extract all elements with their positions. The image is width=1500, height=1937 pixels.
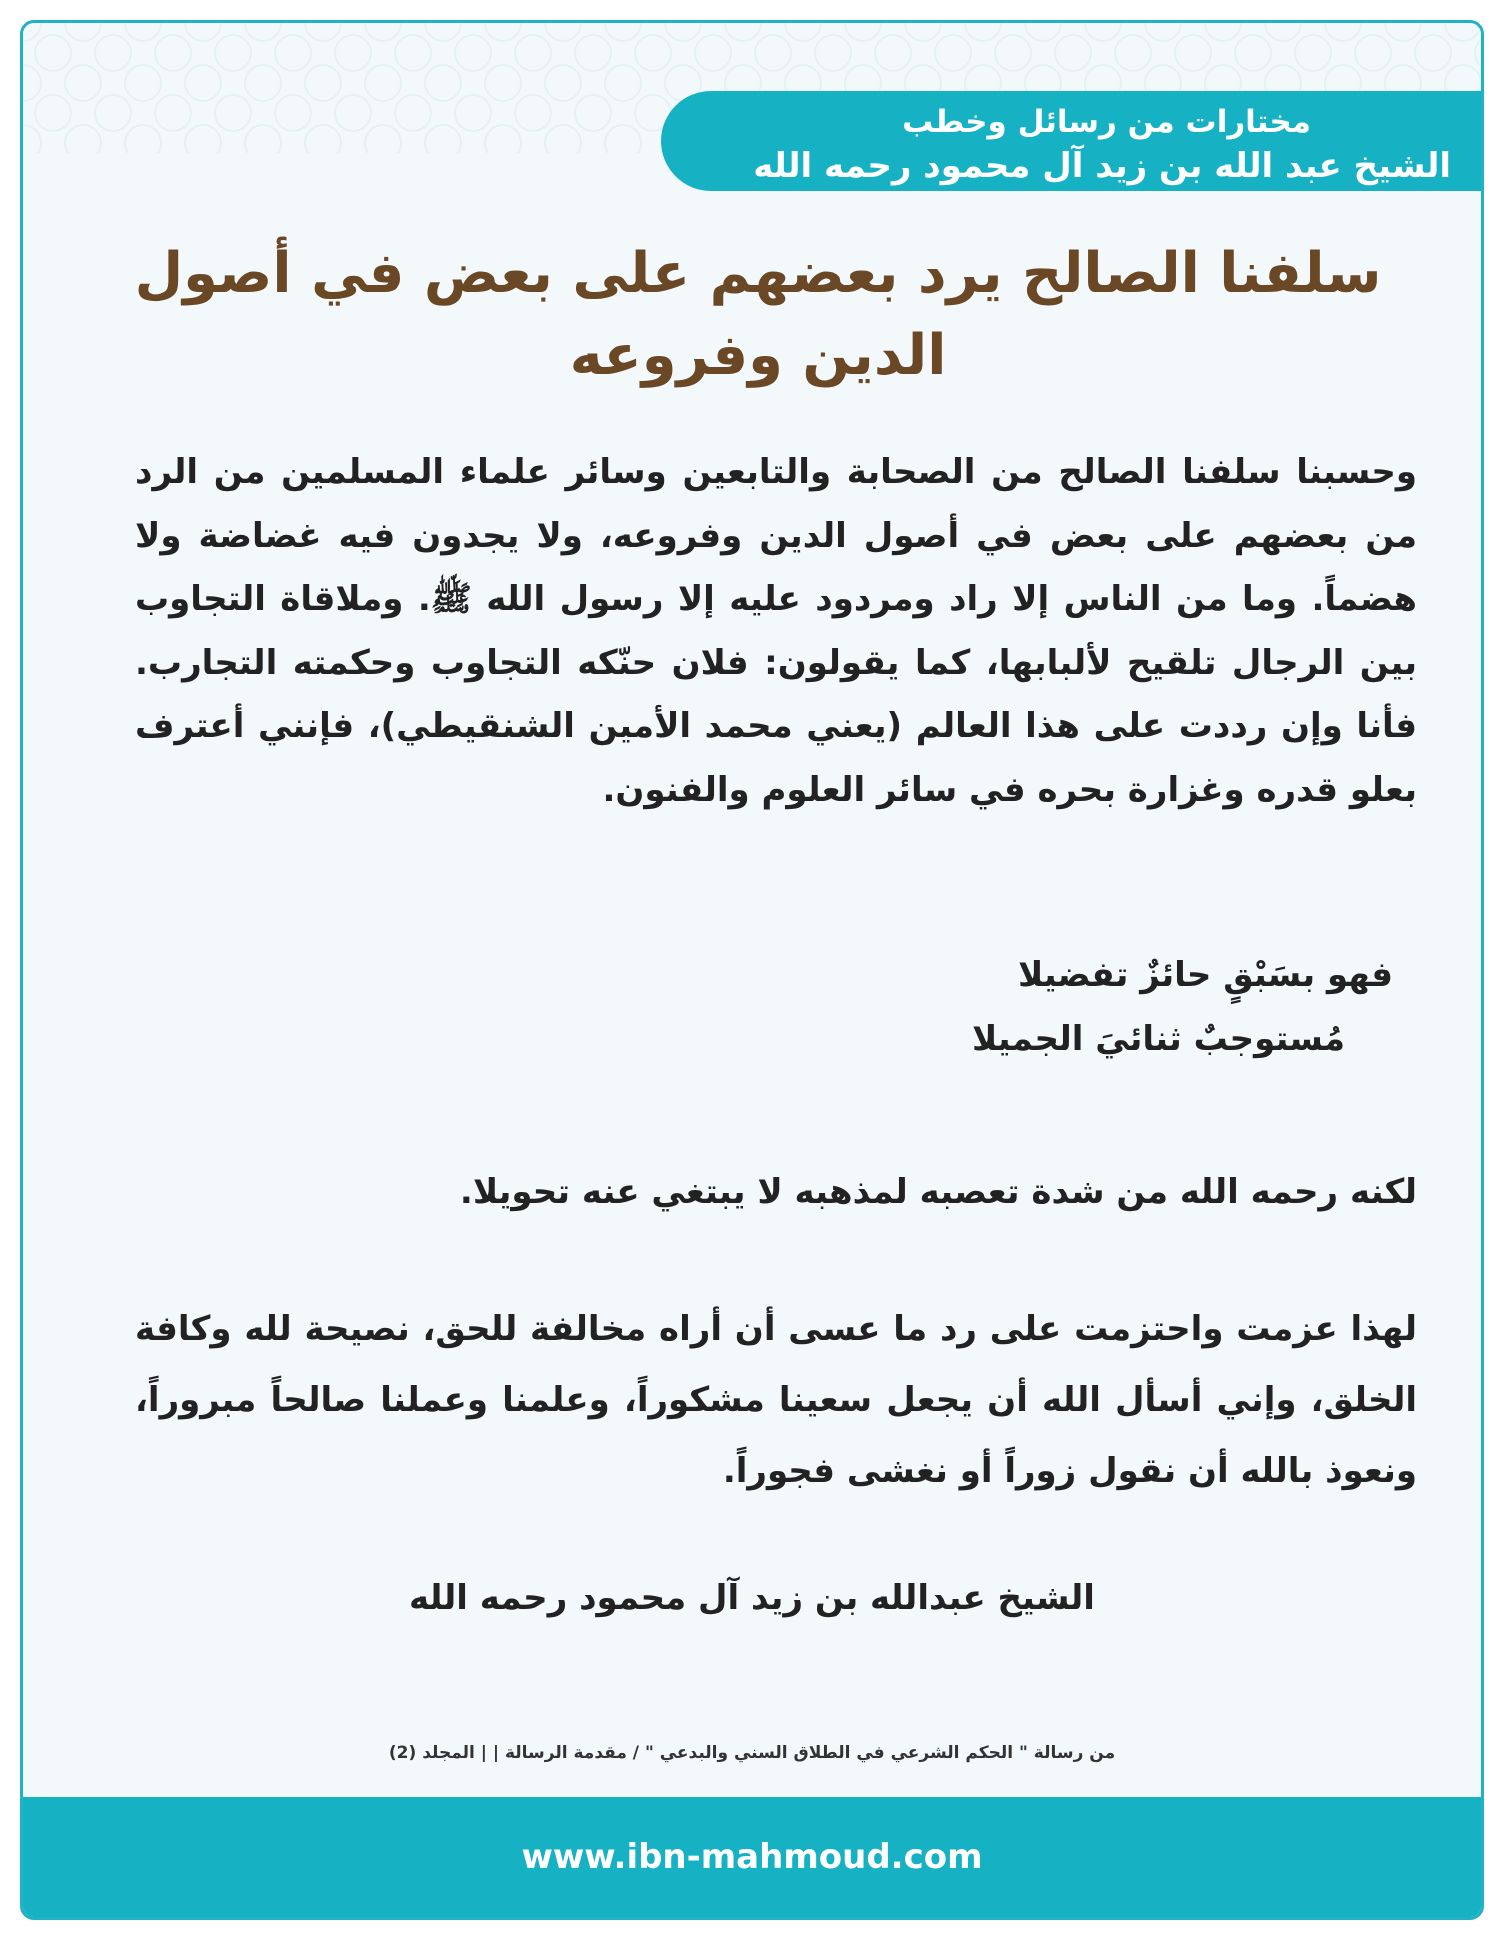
poem-verse-2: مُستوجبٌ ثنائيَ الجميلا <box>971 1019 1345 1059</box>
header-line-1: مختارات من رسائل وخطب <box>902 104 1311 140</box>
paragraph-3: لهذا عزمت واحتزمت على رد ما عسى أن أراه مخالفة للحق، نصيحة لله وكافة الخلق، وإني أسأل الله أن يجعل سعينا مشكوراً، وعلمنا وعملنا صالحاً مبروراً، ونعوذ بالله أن نقول زوراً أو نغشى فجوراً. <box>135 1309 1417 1491</box>
paragraph-1: وحسبنا سلفنا الصالح من الصحابة والتابعين وسائر علماء المسلمين من الرد من بعضهم على بعض في أصول الدين وفروعه، ولا يجدون فيه غضاضة ولا هضماً. وما من الناس إلا راد ومردود عليه إلا رسول الله ﷺ. وملاقاة التجاوب بين الرجال تلقيح لألبابها، كما يقولون: فلان حنّكه التجاوب وحكمته التجارب. فأنا وإن رددت على هذا العالم (يعني محمد الأمين الشنقيطي)، فإنني أعترف بعلو قدره وغزارة بحره في سائر العلوم والفنون. <box>135 452 1417 810</box>
header-banner <box>661 91 1481 191</box>
signature: الشيخ عبدالله بن زيد آل محمود رحمه الله <box>409 1578 1095 1618</box>
footer-banner <box>23 1797 1481 1917</box>
poem-verse-1: فهو بسَبْقٍ حائزٌ تفضيلا <box>1017 955 1393 995</box>
paragraph-2: لكنه رحمه الله من شدة تعصبه لمذهبه لا يبتغي عنه تحويلا. <box>459 1172 1417 1212</box>
source-citation: من رسالة " الحكم الشرعي في الطلاق السني والبدعي " / مقدمة الرسالة | | المجلد (2) <box>388 1743 1116 1763</box>
header-line-2: الشيخ عبد الله بن زيد آل محمود رحمه الله <box>753 146 1451 186</box>
article-title: سلفنا الصالح يرد بعضهم على بعض في أصول الدين وفروعه <box>134 241 1382 388</box>
page-frame <box>20 20 1484 1920</box>
poem <box>972 943 1393 1071</box>
website-link[interactable]: www.ibn-mahmoud.com <box>521 1837 983 1877</box>
